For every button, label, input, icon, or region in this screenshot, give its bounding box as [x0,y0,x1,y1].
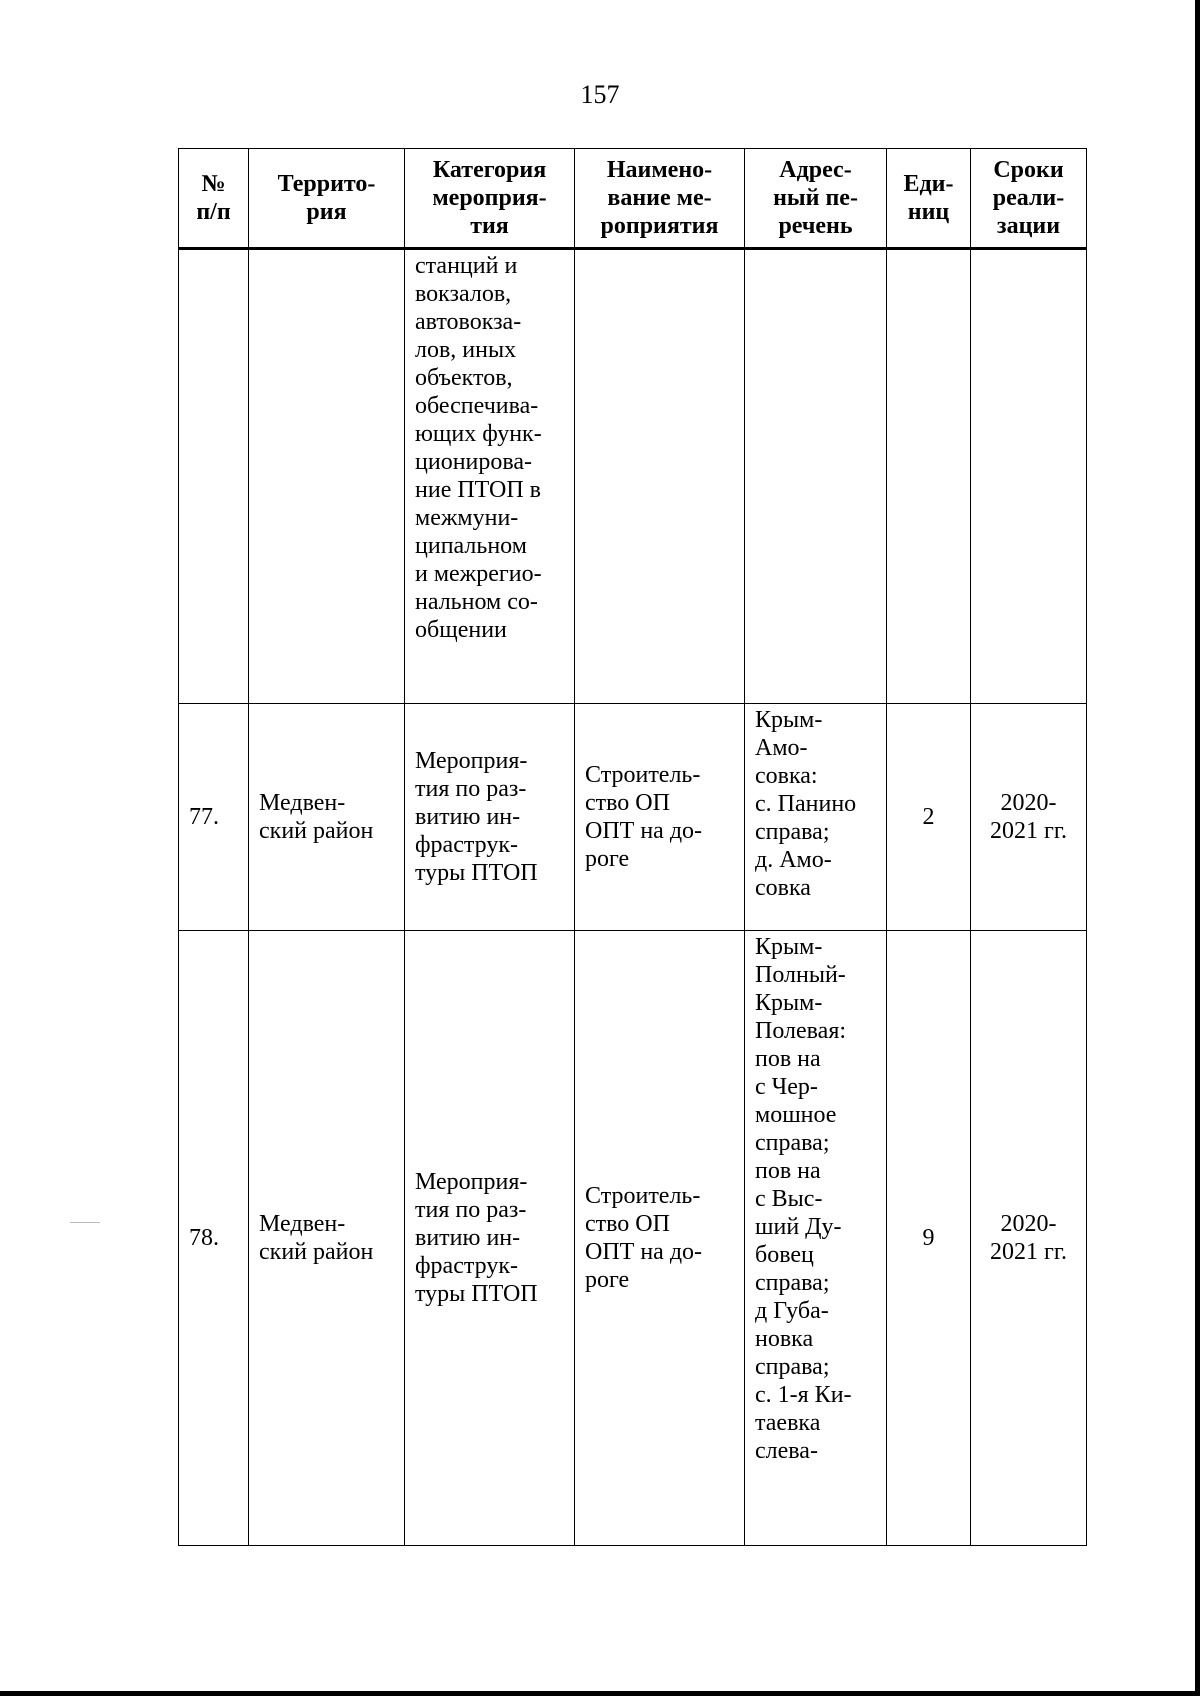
header-address-list: Адрес- ный пе- речень [745,149,887,249]
scan-mark [70,1222,100,1223]
cell-terms [971,249,1087,704]
cell-units: 2 [887,704,971,931]
cell-territory: Медвен- ский район [249,704,405,931]
header-units: Еди- ниц [887,149,971,249]
cell-units [887,249,971,704]
header-category: Категория мероприя- тия [405,149,575,249]
table-row [179,704,1087,931]
cell-event-name [575,249,745,704]
cell-address-list: Крым- Амо- совка: с. Панино справа; д. Амо- совка [745,704,887,931]
cell-territory [249,249,405,704]
cell-number: 77. [179,704,249,931]
events-table [178,148,1087,1546]
table-row-continuation [179,249,1087,704]
cell-category: Мероприя- тия по раз- витию ин- фраструк- туры ПТОП [405,931,575,1546]
header-number: № п/п [179,149,249,249]
cell-event-name: Строитель- ство ОП ОПТ на до- роге [575,704,745,931]
table-row [179,931,1087,1546]
table-header-row [179,149,1087,249]
header-terms: Сроки реали- зации [971,149,1087,249]
cell-number: 78. [179,931,249,1546]
header-territory: Террито- рия [249,149,405,249]
cell-units: 9 [887,931,971,1546]
header-event-name: Наимено- вание ме- роприятия [575,149,745,249]
cell-terms: 2020- 2021 гг. [971,704,1087,931]
page-frame-right [1195,0,1200,1696]
cell-terms: 2020- 2021 гг. [971,931,1087,1546]
cell-address-list [745,249,887,704]
cell-event-name: Строитель- ство ОП ОПТ на до- роге [575,931,745,1546]
cell-address-list: Крым- Полный- Крым- Полевая: пов на с Чер- мошное справа; пов на с Выс- ший Ду- бовец справа; д Губа- новка справа; с. 1-я Ки- таевка слева- [745,931,887,1546]
cell-category: Мероприя- тия по раз- витию ин- фраструк- туры ПТОП [405,704,575,931]
cell-category: станций и вокзалов, автовокза- лов, иных объектов, обеспечива- ющих функ- ционирова- ние ПТОП в межмуни- ципальном и межрегио- нальном со- общении [405,249,575,704]
cell-number [179,249,249,704]
page-frame-bottom [0,1691,1200,1696]
cell-territory: Медвен- ский район [249,931,405,1546]
page-number: 157 [580,80,620,109]
